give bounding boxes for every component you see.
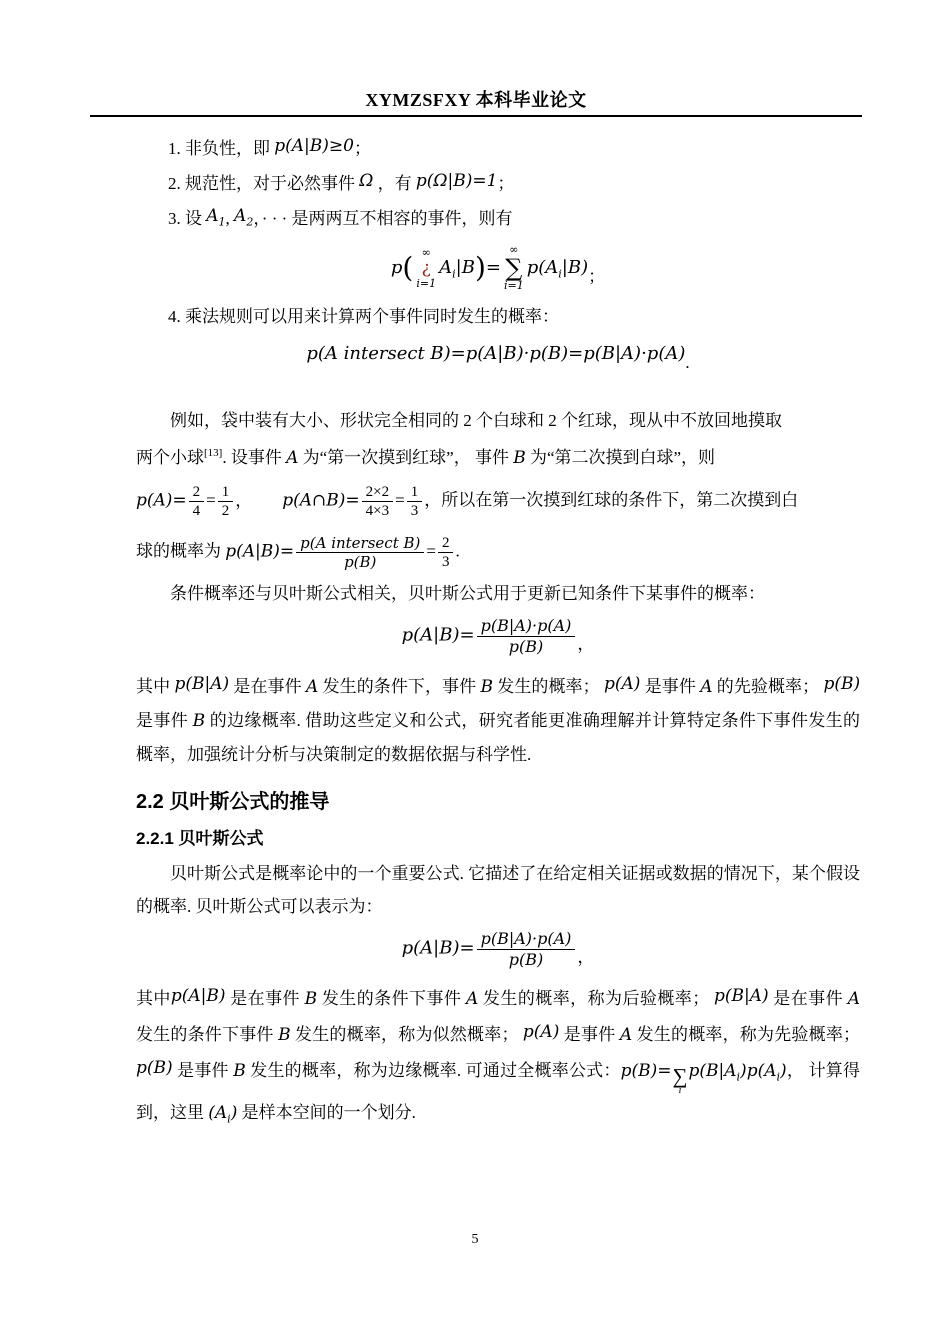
axiom-3-sep: , bbox=[225, 209, 235, 228]
exp2-text-12: ， 计算得到，这里 bbox=[136, 1061, 861, 1123]
event-b-var: B bbox=[304, 989, 318, 1010]
sigma-operator-stack bbox=[673, 1066, 688, 1096]
additivity-rhs-tail: |B) bbox=[561, 257, 589, 279]
axiom-3-label: 3. 设 bbox=[168, 209, 207, 228]
page-number: 5 bbox=[471, 1232, 479, 1247]
explanation-paragraph-1 bbox=[136, 668, 860, 771]
frac-den: 3 bbox=[441, 554, 450, 571]
frac-den: 4 bbox=[192, 503, 201, 520]
event-a2-var bbox=[234, 206, 254, 229]
page-footer bbox=[0, 1232, 950, 1248]
example-text-3: 为“第一次摸到红球”， 事件 bbox=[298, 448, 514, 468]
additivity-expression bbox=[390, 243, 589, 293]
prob-ab-lhs: p(A∩B)= bbox=[282, 490, 360, 511]
sigma-operator: ∑ bbox=[505, 254, 523, 283]
bayes-lhs: p(A|B)= bbox=[401, 624, 475, 646]
exp1-text-1: 其中 bbox=[136, 676, 175, 696]
event-a-var: A bbox=[286, 448, 299, 469]
total-prob-lhs: p(B)= bbox=[620, 1061, 672, 1082]
event-b-var: B bbox=[513, 448, 526, 469]
additivity-arg: A bbox=[439, 257, 453, 279]
exp2-text-8: 是事件 bbox=[559, 1025, 620, 1045]
fraction-2-4 bbox=[189, 483, 205, 520]
bayes-punct: ， bbox=[577, 634, 595, 654]
bayes-definition-paragraph: 贝叶斯公式是概率论中的一个重要公式. 它描述了在给定相关证据或数据的情况下，某个假设的概率. 贝叶斯公式可以表示为： bbox=[136, 863, 860, 916]
equals-sign: = bbox=[485, 257, 501, 279]
exp1-text-5: 是事件 bbox=[640, 676, 701, 696]
union-lower-limit: i=1 bbox=[416, 276, 437, 290]
sum-term-2: p(A bbox=[746, 1061, 777, 1082]
sum-upper-limit: ∞ bbox=[509, 243, 519, 257]
example-text-1: 两个小球 bbox=[136, 448, 204, 468]
fraction-1-2 bbox=[218, 483, 234, 520]
equals-sign: = bbox=[206, 490, 216, 510]
example-line-1: 例如，袋中装有大小、形状完全相同的 2 个白球和 2 个红球，现从中不放回地摸取 bbox=[170, 411, 782, 431]
frac-num: p(B|A)·p(A) bbox=[477, 616, 576, 637]
example-result-line bbox=[136, 526, 860, 577]
event-a-var: A bbox=[306, 676, 319, 697]
example-calculation-line bbox=[136, 475, 860, 526]
event-a2-sub: 2 bbox=[246, 215, 254, 229]
section-heading-2-2-1: 2.2.1 贝叶斯公式 bbox=[136, 828, 264, 848]
event-a-var: A bbox=[847, 989, 860, 1010]
additivity-cond: B bbox=[461, 257, 475, 279]
event-a1-var bbox=[206, 206, 226, 229]
bayes-intro-paragraph: 条件概率还与贝叶斯公式相关，贝叶斯公式用于更新已知条件下某事件的概率： bbox=[170, 584, 765, 604]
exp2-text-2: 是在事件 bbox=[225, 989, 305, 1009]
sigma-lower-limit: i bbox=[678, 1085, 682, 1097]
exp1-text-7: 是事件 bbox=[136, 710, 193, 730]
exp2-text-7: 发生的概率，称为似然概率； bbox=[290, 1025, 523, 1045]
frac-den: 4×3 bbox=[365, 503, 390, 520]
exp1-text-2: 是在事件 bbox=[229, 676, 306, 696]
event-a-var: A bbox=[619, 1025, 633, 1046]
bayes-fraction bbox=[477, 616, 576, 657]
result-text: 球的概率为 bbox=[136, 541, 226, 561]
exp1-text-6: 的先验概率； bbox=[712, 676, 824, 696]
fraction-2x2-4x3 bbox=[362, 483, 393, 520]
additivity-arg-sub: i bbox=[452, 267, 456, 281]
frac-den: 2 bbox=[221, 503, 230, 520]
event-b-var: B bbox=[480, 676, 493, 697]
formula-multiplication-rule bbox=[136, 339, 860, 378]
sum-term-1-close: ) bbox=[740, 1061, 747, 1082]
partition-var-close: ) bbox=[230, 1103, 238, 1124]
exp2-text-5: 是在事件 bbox=[768, 989, 848, 1009]
exp1-text-3: 发生的条件下，事件 bbox=[318, 676, 481, 696]
fraction-intersect bbox=[296, 534, 424, 571]
frac-num: 1 bbox=[218, 483, 234, 502]
prob-b: p(B) bbox=[823, 673, 861, 694]
multiplication-expression: p(A intersect B)=p(A|B)·p(B)=p(B|A)·p(A) bbox=[306, 343, 686, 365]
formula-countable-additivity bbox=[136, 244, 860, 292]
posterior-prob: p(A|B) bbox=[170, 986, 226, 1007]
fraction-1-3 bbox=[407, 483, 423, 520]
exp2-text-9: 发生的概率，称为先验概率； bbox=[632, 1025, 861, 1045]
example-text-2: . 设事件 bbox=[222, 448, 287, 468]
sum-term-1: p(B|A bbox=[688, 1061, 737, 1082]
union-operator-artifact-icon: ¿ bbox=[421, 257, 431, 278]
prob-b-given-a: p(B|A) bbox=[174, 673, 230, 694]
axiom-1-formula: p(A|B)≥0 bbox=[274, 136, 354, 156]
partition-var-sub: i bbox=[227, 1112, 231, 1126]
equals-sign: = bbox=[426, 541, 436, 561]
axiom-3-tail: ，· · · 是两两互不相容的事件，则有 bbox=[253, 209, 513, 228]
exp2-text-1: 其中 bbox=[136, 989, 171, 1009]
omega-symbol: Ω bbox=[359, 171, 374, 191]
axiom-2-mid: ，有 bbox=[373, 174, 416, 193]
event-b-var: B bbox=[192, 710, 206, 731]
frac-den: p(B) bbox=[508, 637, 544, 657]
event-a1-base: A bbox=[206, 206, 219, 226]
equals-sign: = bbox=[395, 490, 405, 510]
prob-a: p(A) bbox=[603, 673, 641, 694]
frac-num: 2 bbox=[438, 534, 454, 553]
event-a2-base: A bbox=[234, 206, 247, 226]
event-a1-sub: 1 bbox=[218, 215, 226, 229]
event-a-var: A bbox=[466, 989, 479, 1010]
frac-num: 1 bbox=[407, 483, 423, 502]
union-upper-limit: ∞ bbox=[421, 245, 431, 259]
calc-comma: ， bbox=[235, 490, 253, 510]
example-text-5: 所以在第一次摸到红球的条件下，第二次摸到白 bbox=[441, 490, 799, 510]
exp2-text-6: 发生的条件下事件 bbox=[136, 1025, 279, 1045]
likelihood-prob: p(B|A) bbox=[713, 986, 769, 1007]
right-paren: ) bbox=[474, 251, 486, 285]
section-heading-2-2: 2.2 贝叶斯公式的推导 bbox=[136, 790, 330, 813]
footnote-ref: [13] bbox=[204, 447, 223, 460]
frac-den: p(B) bbox=[508, 949, 544, 969]
exp2-text-4: 发生的概率，称为后验概率； bbox=[478, 989, 714, 1009]
exp2-text-10: 是事件 bbox=[172, 1061, 234, 1081]
additivity-p: p bbox=[390, 257, 403, 279]
exp1-text-4: 发生的概率； bbox=[492, 676, 604, 696]
additivity-rhs-sub: i bbox=[558, 267, 562, 281]
sum-term-2-sub: i bbox=[776, 1070, 781, 1084]
frac-num: 2 bbox=[189, 483, 205, 502]
result-punct: . bbox=[455, 541, 460, 561]
left-paren: ( bbox=[402, 251, 414, 285]
additivity-punct: ； bbox=[588, 267, 606, 287]
union-operator-stack bbox=[416, 247, 436, 290]
document-body bbox=[136, 130, 860, 1136]
formula-bayes-1 bbox=[136, 616, 860, 659]
frac-num: 2×2 bbox=[362, 483, 393, 502]
multiplication-punct: . bbox=[685, 353, 690, 373]
fraction-2-3 bbox=[438, 534, 454, 571]
event-b-var: B bbox=[278, 1025, 291, 1046]
bayes-lhs: p(A|B)= bbox=[401, 937, 475, 959]
frac-num: p(B|A)·p(A) bbox=[477, 929, 576, 950]
axiom-item-3 bbox=[136, 200, 860, 238]
exp2-text-11: 发生的概率，称为边缘概率. 可通过全概率公式： bbox=[245, 1061, 621, 1081]
axiom-2-label: 2. 规范性，对于必然事件 bbox=[168, 174, 360, 193]
additivity-rhs: p(A bbox=[526, 257, 559, 279]
frac-num: p(A intersect B) bbox=[296, 534, 424, 553]
sum-lower-limit: i=1 bbox=[503, 279, 524, 293]
sum-term-2-close: ) bbox=[780, 1061, 787, 1082]
bayes-punct: ， bbox=[577, 947, 595, 967]
axiom-item-1 bbox=[136, 130, 860, 165]
exp1-text-8: 的边缘概率. 借助这些定义和公式，研究者能更准确理解并计算特定条件下事件发生的概率，加强统计分析与决策制定的数据依据与科学性. bbox=[136, 710, 861, 764]
sum-operator-stack bbox=[504, 244, 524, 292]
calc-comma-2: ， bbox=[424, 490, 442, 510]
page-header bbox=[90, 86, 862, 117]
sigma-operator: ∑ bbox=[672, 1064, 688, 1089]
example-text-4: 为“第二次摸到白球”，则 bbox=[525, 448, 716, 468]
axiom-item-2 bbox=[136, 165, 860, 200]
bayes-fraction bbox=[477, 929, 576, 970]
axiom-2-punct: ； bbox=[497, 174, 515, 193]
axiom-1-label: 1. 非负性，即 bbox=[168, 139, 275, 158]
header-title: XYMZSFXY 本科毕业论文 bbox=[365, 90, 587, 110]
axiom-2-formula: p(Ω|B)=1 bbox=[415, 171, 498, 191]
axiom-item-4: 4. 乘法规则可以用来计算两个事件同时发生的概率： bbox=[168, 307, 559, 327]
sum-term-1-sub: i bbox=[736, 1070, 741, 1084]
axiom-1-punct: ； bbox=[353, 139, 371, 158]
event-a-var: A bbox=[700, 676, 713, 697]
exp2-text-3: 发生的条件下事件 bbox=[317, 989, 467, 1009]
exp2-text-13: 是样本空间的一个划分. bbox=[237, 1103, 416, 1123]
conditional-bar: | bbox=[455, 257, 462, 279]
partition-var: (A bbox=[208, 1103, 228, 1124]
marginal-prob: p(B) bbox=[136, 1058, 173, 1079]
frac-den: p(B) bbox=[344, 553, 377, 572]
frac-den: 3 bbox=[410, 503, 419, 520]
explanation-paragraph-2 bbox=[136, 980, 860, 1135]
prior-prob: p(A) bbox=[522, 1022, 560, 1043]
cond-prob-lhs: p(A|B)= bbox=[225, 541, 295, 562]
example-line-2 bbox=[136, 437, 860, 475]
event-b-var: B bbox=[233, 1061, 246, 1082]
formula-bayes-2 bbox=[136, 929, 860, 972]
prob-a-lhs: p(A)= bbox=[136, 490, 187, 511]
